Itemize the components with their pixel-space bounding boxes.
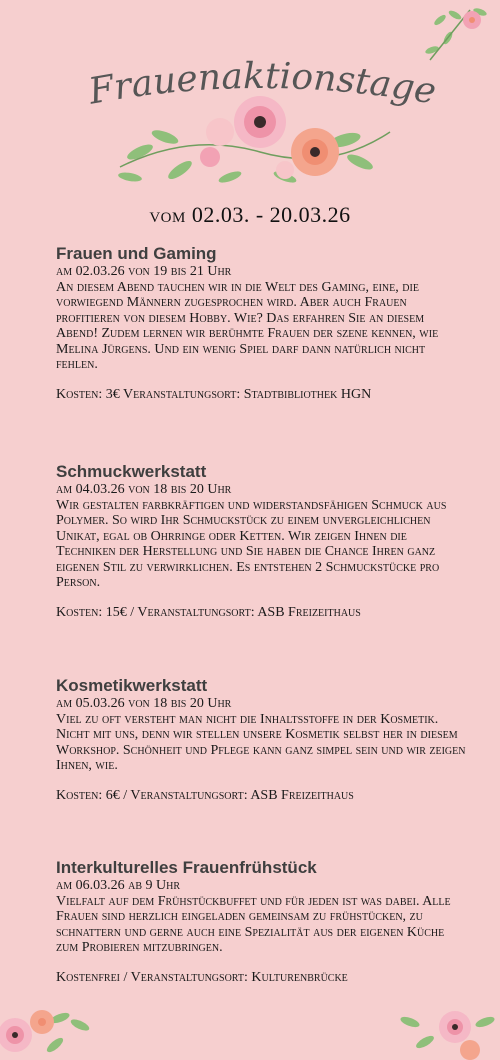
page-title-text: Frauenaktionstage xyxy=(85,55,440,113)
event-datetime: am 02.03.26 von 19 bis 21 Uhr xyxy=(56,264,232,279)
page-title xyxy=(60,50,460,130)
event-title: Kosmetikwerkstatt xyxy=(56,676,208,695)
event-description: Viel zu oft versteht man nicht die Inhaltsstoffe in der Kosmetik. Nicht mit uns, denn wir stellen unsere Kosmetik selbst her in diesem Workshop. Schönheit und Pflege kann ganz simpel sein und wir zeigen Ihnen, wie. xyxy=(56,711,466,773)
event-cost-location: Kosten: 3€ Veranstaltungsort: Stadtbibliothek HGN xyxy=(56,386,372,402)
event-title: Interkulturelles Frauenfrühstück xyxy=(56,858,317,877)
event-datetime: am 04.03.26 von 18 bis 20 Uhr xyxy=(56,482,232,497)
event-description: An diesem Abend tauchen wir in die Welt des Gaming, eine, die vorwiegend Männern zugesprochen wird. Aber auch Frauen profitieren von diesem Hobby. Wie? Das erfahren Sie an diesem Abend! Zudem lernen wir berühmte Frauen der szene kennen, wie Melina Jürgens. Und ein wenig Spiel darf dann natürlich nicht fehlen. xyxy=(56,279,439,372)
floral-decoration-bottom-left xyxy=(0,1000,100,1060)
floral-decoration-bottom-right xyxy=(390,1002,500,1060)
event-description: Vielfalt auf dem Frühstückbuffet und für jeden ist was dabei. Alle Frauen sind herzlich eingeladen gemeinsam zu frühstücken, zu schnattern und gerne auch eine Spezialität aus der eigenen Küche zum Probieren mitzubringen. xyxy=(56,893,451,955)
event-kosmetikwerkstatt xyxy=(56,676,466,803)
event-schmuckwerkstatt xyxy=(56,462,466,620)
event-title: Schmuckwerkstatt xyxy=(56,462,207,481)
date-range: vom 02.03. - 20.03.26 xyxy=(149,202,351,227)
event-datetime: am 05.03.26 von 18 bis 20 Uhr xyxy=(56,696,232,711)
event-cost-location: Kosten: 6€ / Veranstaltungsort: ASB Freizeithaus xyxy=(56,787,354,803)
event-datetime: am 06.03.26 ab 9 Uhr xyxy=(56,878,181,893)
event-description: Wir gestalten farbkräftigen und widerstandsfähigen Schmuck aus Polymer. So wird Ihr Schmuckstück zu einem unvergleichlichen Unikat, egal ob Ohrringe oder Ketten. Wir zeigen Ihnen die Techniken der Herstellung und Sie haben die Chance Ihren ganz eigenen Stil zu verwirklichen. Es entstehen 2 Schmuckstücke pro Person. xyxy=(56,497,447,590)
event-frauen-und-gaming xyxy=(56,244,466,402)
event-interkulturelles-fruehstueck xyxy=(56,858,466,985)
event-title: Frauen und Gaming xyxy=(56,244,217,263)
event-cost-location: Kostenfrei / Veranstaltungsort: Kulturenbrücke xyxy=(56,969,348,985)
event-cost-location: Kosten: 15€ / Veranstaltungsort: ASB Freizeithaus xyxy=(56,604,361,620)
